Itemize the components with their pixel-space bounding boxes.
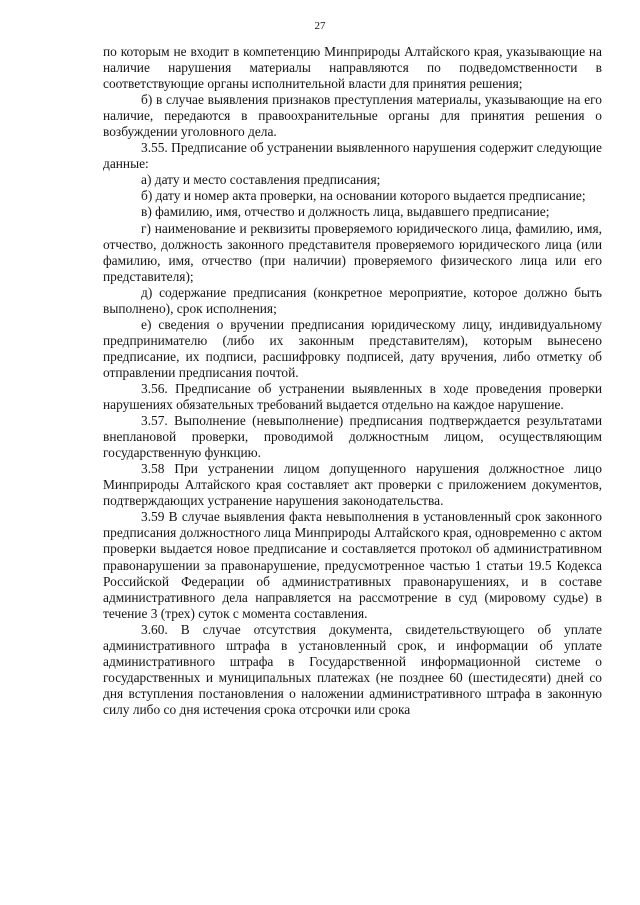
paragraph: б) в случае выявления признаков преступления материалы, указывающие на его наличие, передаются в правоохранительные органы для принятия решения о возбуждении уголовного дела. bbox=[103, 92, 602, 140]
paragraph: 3.56. Предписание об устранении выявленных в ходе проведения проверки нарушениях обязательных требований выдается отдельно на каждое нарушение. bbox=[103, 380, 602, 413]
paragraph: 3.58 При устранении лицом допущенного нарушения должностное лицо Минприроды Алтайского края составляет акт проверки с приложением документов, подтверждающих устранение нарушения законодательства. bbox=[103, 461, 602, 509]
document-body bbox=[103, 44, 602, 718]
paragraph: е) сведения о вручении предписания юридическому лицу, индивидуальному предпринимателю (либо их законным представителям), которым вынесено предписание, их подписи, расшифровку подписей, дату вручения, либо отметку об отправлении предписания почтой. bbox=[103, 316, 602, 380]
paragraph: 3.55. Предписание об устранении выявленного нарушения содержит следующие данные: bbox=[103, 140, 602, 172]
paragraph: в) фамилию, имя, отчество и должность лица, выдавшего предписание; bbox=[141, 204, 550, 220]
paragraph: а) дату и место составления предписания; bbox=[141, 172, 381, 188]
paragraph: б) дату и номер акта проверки, на основании которого выдается предписание; bbox=[141, 188, 586, 204]
paragraph: д) содержание предписания (конкретное мероприятие, которое должно быть выполнено), срок исполнения; bbox=[103, 284, 602, 316]
paragraph: 3.60. В случае отсутствия документа, свидетельствующего об уплате административного штрафа в установленный срок, и информации об уплате административного штрафа в Государственной информационной системе о государственных и муниципальных платежах (не позднее 60 (шестидесяти) дней со дня вступления постановления о наложении административного штрафа в законную силу либо со дня истечения срока отсрочки или срока bbox=[103, 621, 602, 717]
paragraph: по которым не входит в компетенцию Минприроды Алтайского края, указывающие на наличие нарушения материалы направляются по подведомственности в соответствующие органы исполнительной власти для принятия решения; bbox=[103, 44, 602, 92]
paragraph: 3.57. Выполнение (невыполнение) предписания подтверждается результатами внеплановой проверки, проводимой должностным лицом, осуществляющим государственную функцию. bbox=[103, 413, 602, 461]
paragraph: 3.59 В случае выявления факта невыполнения в установленный срок законного предписания должностного лица Минприроды Алтайского края, одновременно с актом проверки выдается новое предписание и составляется протокол об административном правонарушении за правонарушение, предусмотренное частью 1 статьи 19.5 Кодекса Российской Федерации об административных правонарушениях, и в составе административного дела направляется на рассмотрение в суд (мировому судье) в течение 3 (трех) суток с момента составления. bbox=[103, 509, 602, 621]
paragraph: г) наименование и реквизиты проверяемого юридического лица, фамилию, имя, отчество, должность законного представителя проверяемого юридического лица (или фамилию, имя, отчество (при наличии) проверяемого физического лица или его представителя); bbox=[103, 220, 602, 284]
page-number: 27 bbox=[314, 20, 326, 32]
